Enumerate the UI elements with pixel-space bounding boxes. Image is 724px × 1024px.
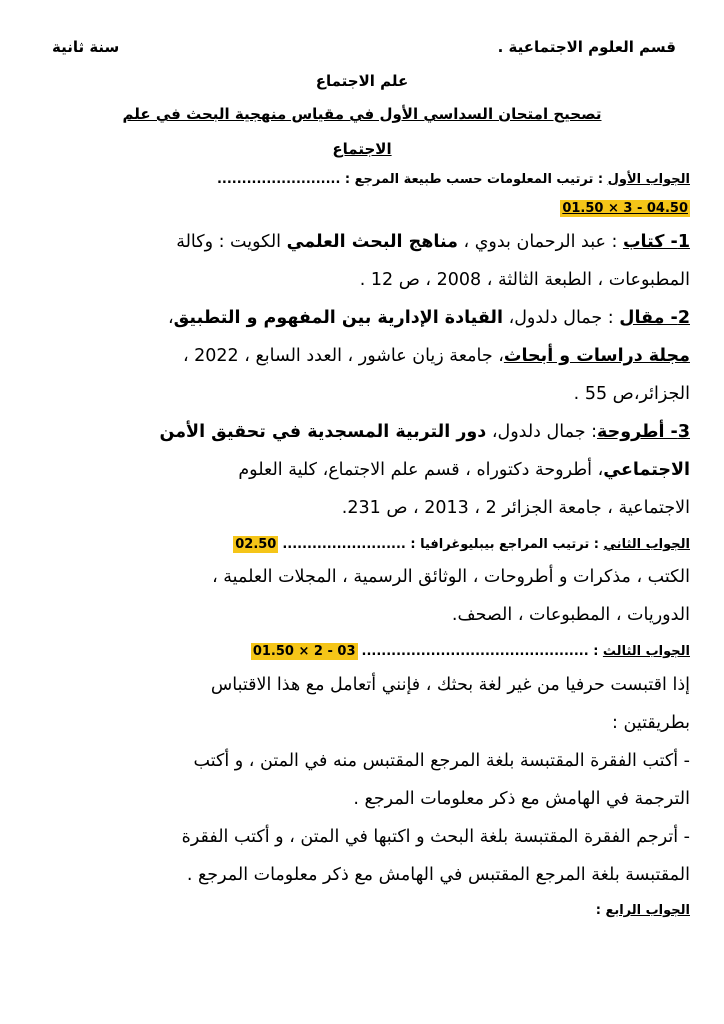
answer1-item3-line3: الاجتماعية ، جامعة الجزائر 2 ، 2013 ، ص 231.: [341, 498, 690, 518]
answer2-line1: الكتب ، مذكرات و أطروحات ، الوثائق الرسمية ، المجلات العلمية ،: [212, 567, 690, 587]
answer1-score: 01.50 × 3 - 04.50: [562, 201, 688, 216]
answer2-instruction: : ترتيب المراجع بيبليوغرافيا : .........................: [282, 537, 604, 552]
item2-label: 2- مقال: [619, 308, 690, 328]
answer4-instruction: :: [595, 903, 606, 918]
answer3-heading: [34, 644, 690, 659]
answer2-line2: الدوريات ، المطبوعات ، الصحف.: [451, 605, 690, 625]
answer3-line1: إذا اقتبست حرفيا من غير لغة بحثك ، فإنني أتعامل مع هذا الاقتباس: [210, 675, 690, 695]
answer2-label: الجواب الثاني: [603, 537, 690, 552]
answer1-item3-line1: [34, 422, 690, 442]
answer1-instruction: : ترتيب المعلومات حسب طبيعة المرجع : .........................: [216, 172, 608, 187]
item2-article-title: القيادة الإدارية بين المفهوم و التطبيق: [173, 308, 503, 328]
answer3-line2: بطريقتين :: [612, 713, 690, 733]
answer1-heading: [34, 172, 690, 187]
item3-text-b: ، أطروحة دكتوراه ، قسم علم الاجتماع، كلية العلوم: [238, 460, 604, 480]
answer3-instruction: : ..............................................: [361, 644, 603, 659]
answer3-line6: المقتبسة بلغة المرجع المقتبس في الهامش مع ذكر معلومات المرجع .: [186, 865, 690, 885]
answer1-item2-line3: الجزائر،ص 55 .: [573, 384, 690, 404]
answer1-item3-line2: [34, 460, 690, 480]
year-label: سنة ثانية: [52, 38, 120, 56]
item3-thesis-title: دور التربية المسجدية في تحقيق الأمن: [159, 422, 487, 442]
exam-title-line2: الاجتماع: [332, 140, 392, 158]
answer1-item2-line2: [34, 346, 690, 366]
item2-text-b: ،: [168, 308, 174, 328]
item1-text-b: الكويت : وكالة: [176, 232, 287, 252]
answer3-label: الجواب الثالث: [602, 644, 690, 659]
answer3-line5: - أترجم الفقرة المقتبسة بلغة البحث و اكتبها في المتن ، و أكتب الفقرة: [181, 827, 690, 847]
answer3-line4: الترجمة في الهامش مع ذكر معلومات المرجع .: [353, 789, 690, 809]
answer1-score-row: [34, 201, 690, 216]
item3-text-a: : جمال دلدول،: [486, 422, 597, 442]
answer2-score: 02.50: [235, 537, 277, 552]
answer2-heading: [34, 537, 690, 552]
department-label: قسم العلوم الاجتماعية .: [497, 38, 676, 56]
subject-title: علم الاجتماع: [315, 72, 409, 90]
item3-thesis-title-cont: الاجتماعي: [603, 460, 690, 480]
exam-title-line1: تصحيح امتحان السداسي الأول في مقياس منهجية البحث في علم: [122, 105, 602, 123]
item1-book-title: مناهج البحث العلمي: [286, 232, 458, 252]
answer3-line3: - أكتب الفقرة المقتبسة بلغة المرجع المقتبس منه في المتن ، و أكتب: [193, 751, 690, 771]
answer1-item1-line2: المطبوعات ، الطبعة الثالثة ، 2008 ، ص 12 .: [359, 270, 690, 290]
answer3-score: 01.50 × 2 - 03: [252, 644, 356, 659]
item3-label: 3- أطروحة: [596, 422, 690, 442]
item2-text-a: : جمال دلدول،: [503, 308, 620, 328]
answer1-item2-line1: [34, 308, 690, 328]
item2-text-c: ، جامعة زيان عاشور ، العدد السابع ، 2022 ،: [182, 346, 504, 366]
answer4-label: الجواب الرابع: [605, 903, 690, 918]
item2-journal: مجلة دراسات و أبحاث: [503, 346, 690, 366]
item1-text-a: : عبد الرحمان بدوي ،: [457, 232, 623, 252]
year-row: [34, 38, 690, 56]
item1-label: 1- كتاب: [622, 232, 690, 252]
answer1-label: الجواب الأول: [607, 172, 690, 187]
answer4-heading: [34, 903, 690, 918]
answer1-item1-line1: [34, 232, 690, 252]
